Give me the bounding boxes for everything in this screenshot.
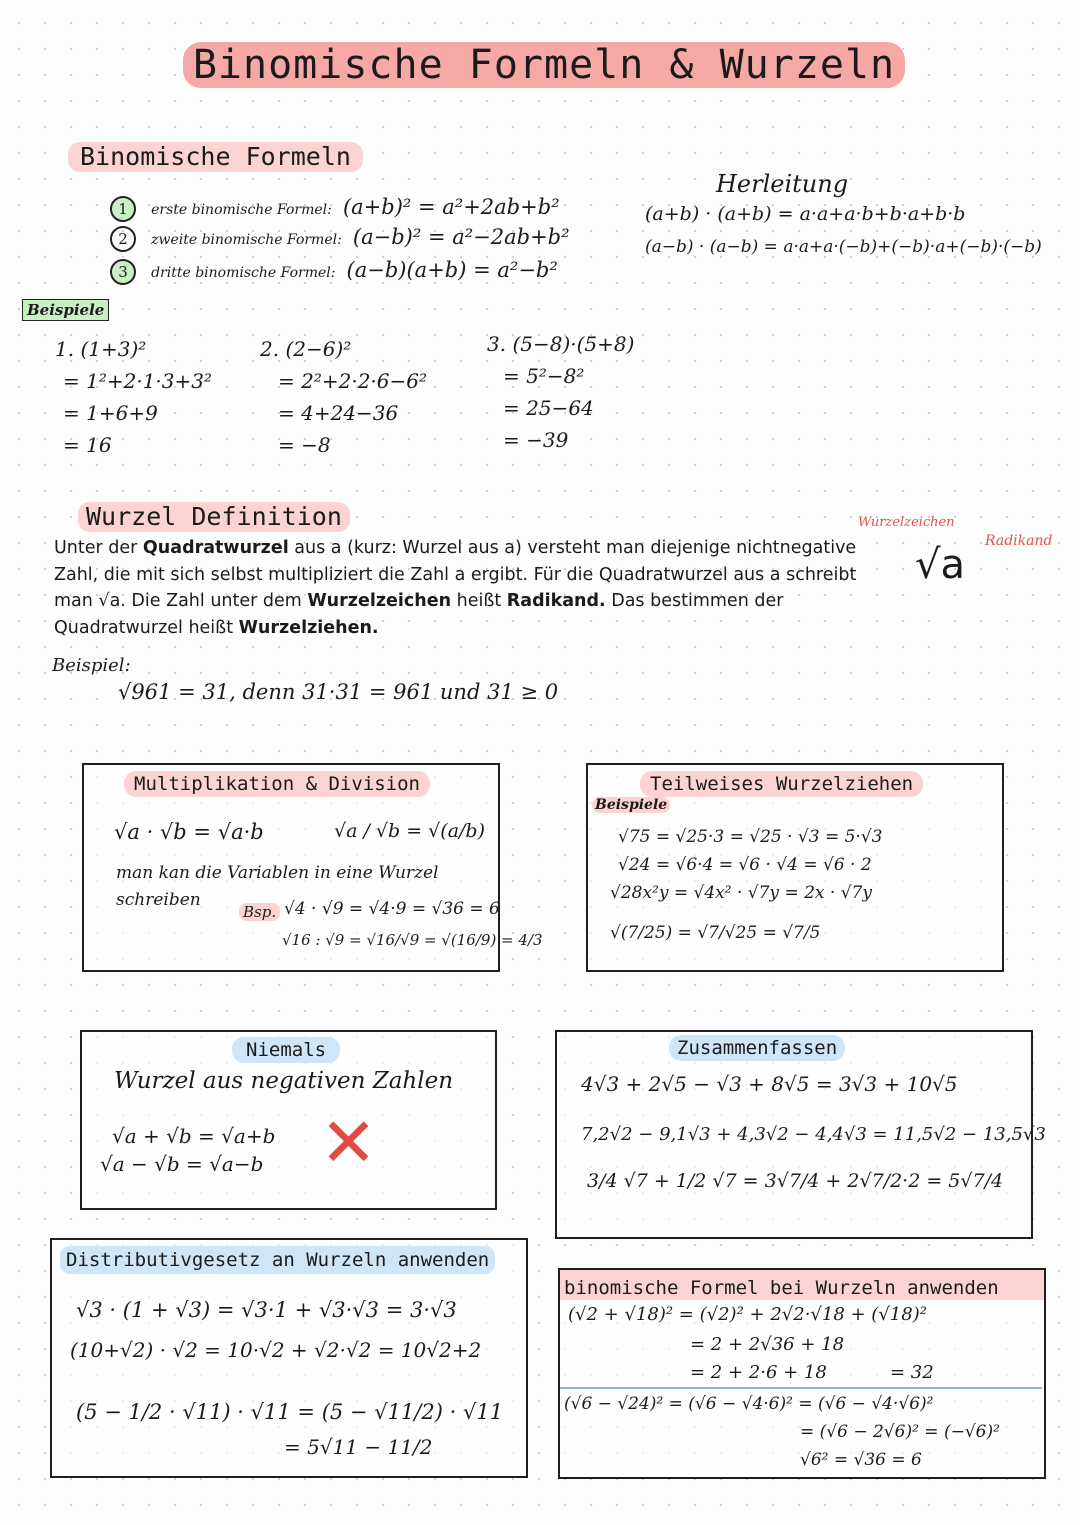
distributiv-line-2: (10+√2) · √2 = 10·√2 + √2·√2 = 10√2+2 [70, 1338, 482, 1362]
formula-expression: (a−b)² = a²−2ab+b² [352, 225, 570, 249]
example-line: = −39 [503, 428, 569, 452]
div-rule: √a / √b = √(a/b) [334, 820, 486, 842]
formula-expression: (a+b)² = a²+2ab+b² [342, 195, 560, 219]
binom-formula-1 [110, 195, 560, 222]
binom-example-3 [487, 328, 634, 456]
example-line: 1. (1+3)² [55, 337, 147, 361]
zusammenfassen-line-3: 3/4 √7 + 1/2 √7 = 3√7/4 + 2√7/2·2 = 5√7/4 [587, 1170, 1004, 1192]
teilweises-line-2: √24 = √6·4 = √6 · √4 = √6 · 2 [618, 855, 872, 875]
teilweises-line-3: √28x²y = √4x² · √7y = 2x · √7y [610, 883, 872, 903]
example-line: = 1²+2·1·3+3² [63, 369, 213, 393]
number-badge-2: 2 [110, 226, 136, 252]
zusammenfassen-line-2: 7,2√2 − 9,1√3 + 4,3√2 − 4,4√3 = 11,5√2 − 13,5√3 [581, 1124, 1046, 1145]
zusammenfassen-heading: Zusammenfassen [669, 1035, 845, 1061]
text-bold: Wurzelziehen. [238, 617, 379, 638]
text-part: aus a (kurz: Wurzel aus a) versteht man diejenige nichtnegative Zahl, die mit sich selbst multipliziert die Zahl a ergibt. Für die Quadratwurzel aus a schreibt man √a. Die Zahl unter dem [54, 538, 857, 611]
number-badge-1: 1 [110, 196, 136, 222]
text-part: Unter der [54, 538, 143, 558]
page-title: Binomische Formeln & Wurzeln [183, 42, 905, 88]
wurzel-definition-text [54, 535, 894, 641]
binom-wurzeln-line-2: = 2 + 2√36 + 18 [690, 1334, 845, 1355]
text-bold: Quadratwurzel [142, 538, 289, 558]
formula-label: dritte binomische Formel: [151, 265, 336, 281]
binom-heading: Binomische Formeln [68, 142, 363, 172]
text-part: heißt [451, 591, 507, 611]
zusammenfassen-line-1: 4√3 + 2√5 − √3 + 8√5 = 3√3 + 10√5 [581, 1072, 958, 1096]
separator-line [560, 1387, 1042, 1389]
sqrt-symbol-diagram: √a [915, 542, 965, 588]
example-line: = 2²+2·2·6−6² [278, 369, 428, 393]
mult-div-box [82, 763, 543, 972]
distributiv-heading: Distributivgesetz an Wurzeln anwenden [60, 1246, 495, 1274]
binom-wurzeln-box [558, 1268, 1046, 1479]
binom-wurzeln-line-5: = (√6 − 2√6)² = (−√6)² [800, 1422, 1000, 1442]
niemals-wrong-2: √a − √b = √a−b [100, 1152, 264, 1176]
niemals-box [80, 1030, 497, 1210]
formula-expression: (a−b)(a+b) = a²−b² [346, 258, 558, 282]
distributiv-box [50, 1238, 528, 1478]
formula-label: zweite binomische Formel: [151, 232, 342, 248]
binom-wurzeln-result: = 32 [890, 1362, 934, 1383]
distributiv-line-4: = 5√11 − 11/2 [284, 1435, 433, 1459]
mult-bsp-2: √16 : √9 = √16/√9 = √(16/9) = 4/3 [282, 931, 543, 949]
mult-bsp-1: √4 · √9 = √4·9 = √36 = 6 [284, 899, 500, 919]
binom-formula-3 [110, 258, 558, 285]
radikand-label: Radikand [985, 533, 1053, 549]
wurzelzeichen-label: Wurzelzeichen [858, 515, 955, 530]
text-bold: Wurzelzeichen [307, 591, 452, 611]
mult-rule: √a · √b = √a·b [114, 820, 264, 844]
example-line: = 1+6+9 [63, 401, 158, 425]
binom-wurzeln-line-1: (√2 + √18)² = (√2)² + 2√2·√18 + (√18)² [568, 1304, 927, 1325]
mult-note-line-1: man kan die Variablen in eine Wurzel [116, 863, 439, 883]
example-line: 3. (5−8)·(5+8) [487, 332, 635, 356]
herleitung-line-2: (a−b) · (a−b) = a·a+a·(−b)+(−b)·a+(−b)·(−b) [645, 237, 1042, 257]
binom-wurzeln-heading: binomische Formel bei Wurzeln anwenden [560, 1270, 1044, 1300]
zusammenfassen-box [555, 1030, 1046, 1239]
niemals-wrong-1: √a + √b = √a+b [112, 1124, 276, 1148]
mult-div-heading: Multiplikation & Division [124, 771, 430, 797]
example-line: = −8 [278, 433, 331, 457]
beispiele-label: Beispiele [22, 299, 109, 321]
herleitung-title: Herleitung [716, 170, 849, 198]
example-line: = 5²−8² [503, 364, 585, 388]
binom-formula-2 [110, 225, 570, 252]
cross-icon: ✕ [320, 1104, 377, 1183]
example-line: = 16 [63, 433, 112, 457]
mult-note-line-2: schreiben [116, 890, 201, 910]
teilweises-line-4: √(7/25) = √7/√25 = √7/5 [610, 923, 821, 943]
binom-wurzeln-line-3: = 2 + 2·6 + 18 [690, 1362, 827, 1383]
distributiv-line-3: (5 − 1/2 · √11) · √11 = (5 − √11/2) · √11 [76, 1400, 504, 1424]
text-part: Das bestimmen der Quadratwurzel heißt [54, 591, 784, 638]
mult-bsp-label: Bsp. [239, 903, 280, 921]
wurzel-heading: Wurzel Definition [78, 502, 350, 532]
wurzel-beispiel-text: √961 = 31, denn 31·31 = 961 und 31 ≥ 0 [118, 680, 559, 704]
teilweises-heading: Teilweises Wurzelziehen [640, 771, 923, 797]
teilweises-line-1: √75 = √25·3 = √25 · √3 = 5·√3 [618, 827, 883, 847]
formula-label: erste binomische Formel: [151, 202, 332, 218]
niemals-heading: Niemals [232, 1037, 340, 1063]
wurzel-beispiel-label: Beispiel: [52, 655, 131, 676]
herleitung-line-1: (a+b) · (a+b) = a·a+a·b+b·a+b·b [645, 203, 966, 225]
binom-wurzeln-line-4: (√6 − √24)² = (√6 − √4·6)² = (√6 − √4·√6)² [564, 1394, 934, 1414]
distributiv-line-1: √3 · (1 + √3) = √3·1 + √3·√3 = 3·√3 [76, 1298, 457, 1322]
binom-example-2 [260, 333, 427, 461]
teilweises-box [586, 763, 1004, 972]
niemals-text: Wurzel aus negativen Zahlen [114, 1068, 454, 1094]
example-line: = 25−64 [503, 396, 594, 420]
binom-example-1 [55, 333, 212, 461]
text-bold: Radikand. [506, 591, 606, 611]
example-line: = 4+24−36 [278, 401, 399, 425]
binom-wurzeln-line-6: √6² = √36 = 6 [800, 1450, 922, 1470]
example-line: 2. (2−6)² [260, 337, 352, 361]
number-badge-3: 3 [110, 259, 136, 285]
teilweises-beispiele-label: Beispiele [592, 797, 670, 813]
